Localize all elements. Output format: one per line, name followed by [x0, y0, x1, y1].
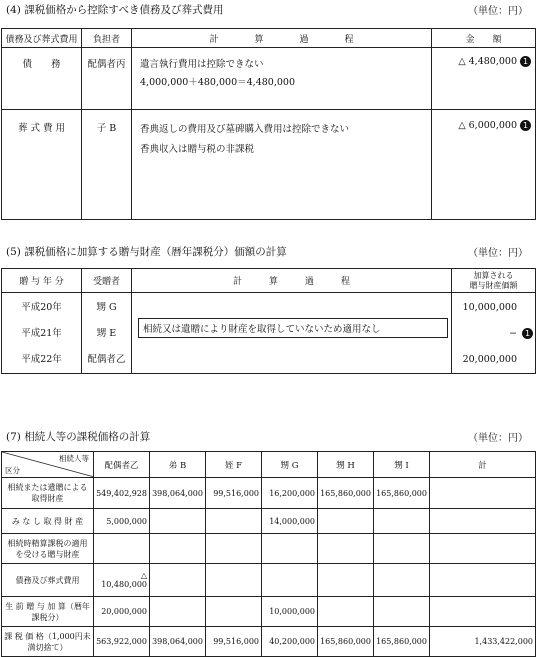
cell [430, 564, 536, 597]
cell [150, 564, 206, 597]
cell [318, 564, 374, 597]
cell [94, 534, 150, 564]
corner-cell: 相続人等 区分 [2, 452, 94, 478]
row-label: み な し 取 得 財 産 [2, 509, 94, 534]
table-row [2, 534, 536, 564]
row-item: 葬 式 費 用 [2, 110, 82, 220]
header-year: 贈 与 年 分 [2, 269, 82, 293]
cell: 10,000,000 [262, 597, 318, 627]
column-header: 甥 G [262, 452, 318, 478]
section5-title: (5) 課税価格に加算する贈与財産（暦年課税分）価額の計算 [6, 246, 287, 258]
cell [430, 534, 536, 564]
cell: 398,064,000 [150, 627, 206, 657]
row-amount: △ 6,000,000 1 [432, 110, 536, 220]
row-bearer: 配偶者丙 [82, 48, 132, 110]
cell: 563,922,000 [94, 627, 150, 657]
row-process: 遺言執行費用は控除できない 4,000,000＋480,000＝4,480,000 [132, 48, 432, 110]
cell [318, 534, 374, 564]
row-year: 平成20年 平成21年 平成22年 [2, 293, 82, 374]
circled-number-icon: 1 [520, 56, 531, 67]
cell [262, 564, 318, 597]
cell [374, 534, 430, 564]
table-row-total [2, 627, 536, 657]
header-amount: 加算される 贈与財産価額 [452, 269, 536, 293]
cell: 398,064,000 [150, 478, 206, 509]
cell: 549,402,928 [94, 478, 150, 509]
tax-value-table [1, 451, 536, 657]
header-process: 計 算 過 程 [132, 29, 432, 48]
column-header: 計 [430, 452, 536, 478]
table-row [2, 564, 536, 597]
section5-unit: （単位：円） [468, 248, 528, 259]
cell [206, 534, 262, 564]
row-process: 香典返しの費用及び墓碑購入費用は控除できない 香典収入は贈与税の非課税 [132, 110, 432, 220]
section4-title: (4) 課税価格から控除すべき債務及び葬式費用 [6, 4, 224, 16]
row-process: 相続又は遺贈により財産を取得していないため適用なし [132, 293, 452, 374]
table-row [2, 597, 536, 627]
cell: 165,860,000 [318, 478, 374, 509]
circled-number-icon: 1 [520, 120, 531, 131]
cell [150, 509, 206, 534]
header-person: 受贈者 [82, 269, 132, 293]
cell [150, 597, 206, 627]
cell [374, 509, 430, 534]
cell: 16,200,000 [262, 478, 318, 509]
cell: 1,433,422,000 [430, 627, 536, 657]
row-label: 債務及び葬式費用 [2, 564, 94, 597]
cell: △ 10,480,000 [94, 564, 150, 597]
table-row [2, 478, 536, 509]
column-header: 配偶者乙 [94, 452, 150, 478]
cell [374, 564, 430, 597]
cell [318, 509, 374, 534]
column-header: 甥 I [374, 452, 430, 478]
cell [206, 509, 262, 534]
cell: 165,860,000 [318, 627, 374, 657]
section7-unit: （単位：円） [468, 433, 528, 444]
cell [206, 597, 262, 627]
cell: 5,000,000 [94, 509, 150, 534]
row-bearer: 子 B [82, 110, 132, 220]
cell [430, 597, 536, 627]
column-header: 甥 H [318, 452, 374, 478]
column-header: 姪 F [206, 452, 262, 478]
row-label: 課 税 価 格（1,000円未満切捨て） [2, 627, 94, 657]
row-person: 甥 G 甥 E 配偶者乙 [82, 293, 132, 374]
circled-number-icon: 1 [522, 328, 533, 339]
cell: 14,000,000 [262, 509, 318, 534]
cell [150, 534, 206, 564]
row-amount: △ 4,480,000 1 [432, 48, 536, 110]
header-item: 債務及び葬式費用 [2, 29, 82, 48]
row-label: 生 前 贈 与 加 算（暦年課税分） [2, 597, 94, 627]
gift-addition-table [1, 268, 536, 374]
cell [374, 597, 430, 627]
debts-funeral-table [1, 28, 536, 220]
table-row [2, 509, 536, 534]
cell: 165,860,000 [374, 627, 430, 657]
cell [318, 597, 374, 627]
header-process: 計 算 過 程 [132, 269, 452, 293]
cell: 165,860,000 [374, 478, 430, 509]
section7-title: (7) 相続人等の課税価格の計算 [6, 431, 151, 443]
cell [430, 478, 536, 509]
section4-unit: （単位：円） [468, 6, 528, 17]
cell: 40,200,000 [262, 627, 318, 657]
row-label: 相続時精算課税の適用を受ける贈与財産 [2, 534, 94, 564]
cell [430, 509, 536, 534]
cell: 99,516,000 [206, 478, 262, 509]
row-label: 相続または遺贈による取得財産 [2, 478, 94, 509]
header-amount: 金 額 [432, 29, 536, 48]
row-amount: 10,000,000 − 1 20,000,000 [452, 293, 536, 374]
header-bearer: 負担者 [82, 29, 132, 48]
cell: 99,516,000 [206, 627, 262, 657]
cell [206, 564, 262, 597]
column-header: 弟 B [150, 452, 206, 478]
cell: 20,000,000 [94, 597, 150, 627]
cell [262, 534, 318, 564]
row-item: 債 務 [2, 48, 82, 110]
